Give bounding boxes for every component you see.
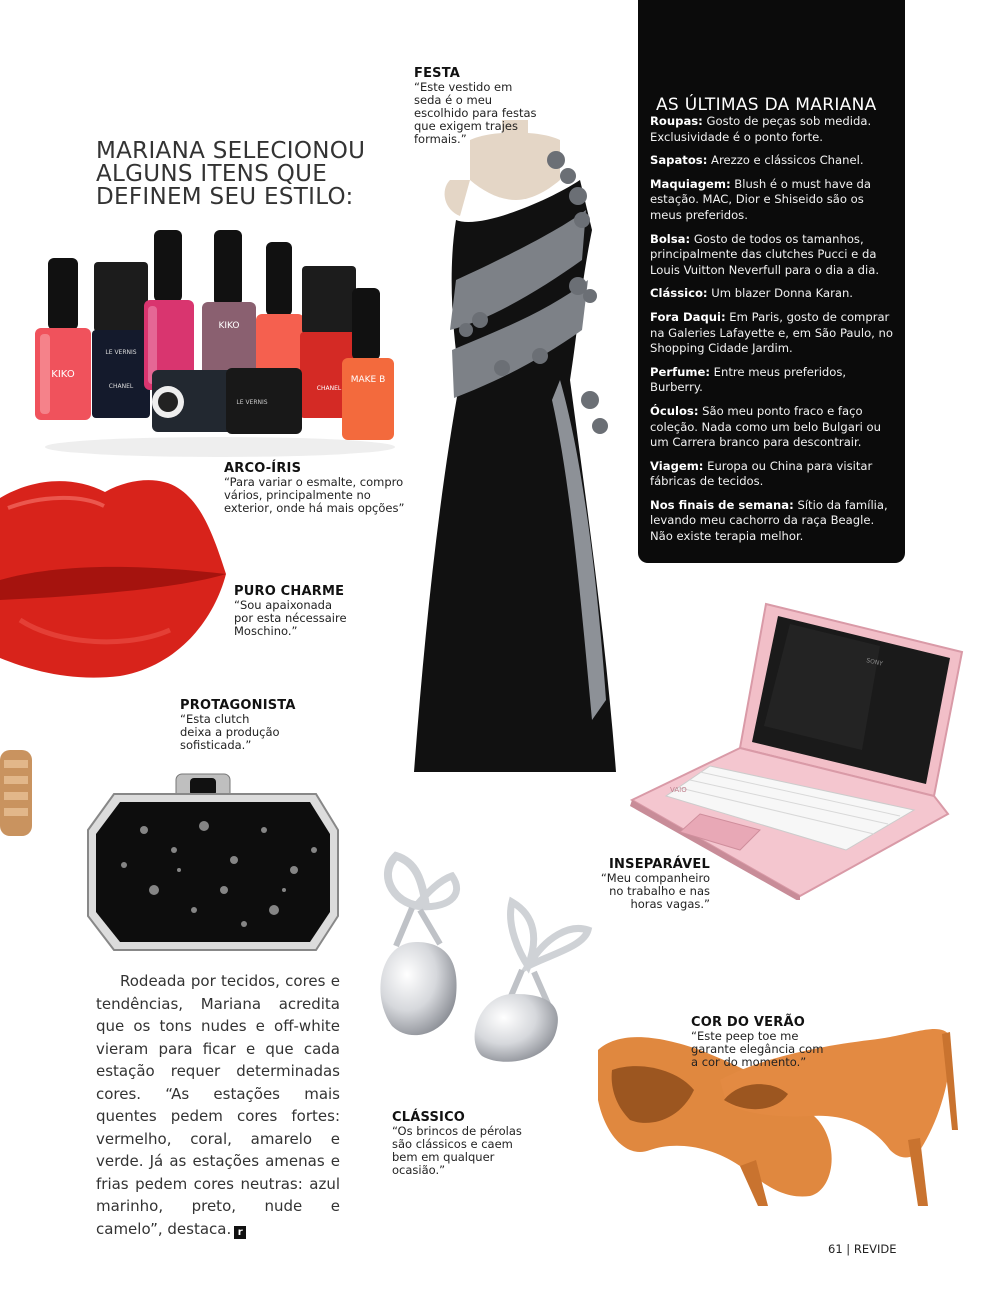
caption-puro-charme	[234, 584, 384, 638]
panel-item-label: Viagem:	[650, 458, 704, 473]
panel-item-text: Europa ou China para visitar fábricas de tecidos.	[650, 458, 873, 489]
panel-item-label: Sapatos:	[650, 153, 708, 168]
caption-body: “Este peep toe me garante elegância com a cor do momento.”	[691, 1029, 824, 1069]
pink-laptop-photo	[630, 600, 965, 900]
info-panel	[638, 0, 905, 563]
article-paragraph: Rodeada por tecidos, cores e tendências, Mariana acredita que os tons nudes e off-white vieram para ficar e que cada estação requer determinadas cores. “As estações mais quentes pedem cores fortes: vermelho, coral, amarelo e verde. Já as estações amenas e frias pedem cores neutras: azul marinho, preto, nude e camelo”, destaca.	[96, 972, 340, 1238]
nail-polish-bottle-chanel-lying	[152, 368, 302, 434]
caption-body: “Meu companheiro no trabalho e nas horas vagas.”	[600, 871, 710, 911]
panel-item-label: Nos finais de semana:	[650, 497, 794, 512]
panel-item-text: Um blazer Donna Karan.	[707, 286, 853, 301]
pearl-earrings-photo	[356, 836, 596, 1066]
panel-item-label: Clássico:	[650, 286, 708, 301]
magazine-name: REVIDE	[853, 1242, 897, 1256]
nail-polish-photo	[30, 222, 400, 462]
vaio-logo: VAIO	[670, 786, 687, 794]
gold-watch-photo	[0, 740, 40, 850]
earring-right	[475, 902, 588, 1062]
caption-cor-do-verao	[691, 1015, 851, 1069]
caption-protagonista	[180, 698, 330, 752]
caption-body: “Esta clutch deixa a produção sofisticada.”	[180, 712, 280, 752]
kiko-label: KIKO	[51, 369, 75, 380]
chanel-label: CHANEL	[316, 385, 342, 392]
panel-item-roupas	[650, 114, 895, 145]
le-vernis-label: LE VERNIS	[236, 399, 268, 406]
footer-separator: |	[846, 1242, 851, 1256]
headline-line-1: MARIANA SELECIONOU	[96, 138, 366, 164]
panel-item-sapatos	[650, 153, 895, 169]
panel-item-classico	[650, 286, 895, 302]
page-footer	[828, 1242, 896, 1256]
le-vernis-label: LE VERNIS	[105, 349, 137, 356]
panel-item-maquiagem	[650, 177, 895, 224]
panel-item-perfume	[650, 365, 895, 396]
panel-item-text: Gosto de peças sob medida. Exclusividade é o ponto forte.	[650, 114, 872, 144]
red-lips-pouch-photo	[0, 470, 232, 682]
nail-polish-bottle-kiko-mauve	[202, 230, 256, 388]
panel-item-label: Fora Daqui:	[650, 309, 726, 324]
panel-item-text: Sítio da família, levando meu cachorro da raça Beagle. Não existe terapia melhor.	[650, 497, 888, 544]
panel-item-label: Bolsa:	[650, 231, 691, 246]
caption-body: “Para variar o esmalte, compro vários, principalmente no exterior, onde há mais opções”	[224, 475, 405, 515]
caption-body: “Este vestido em seda é o meu escolhido para festas que exigem trajes formais.”	[414, 80, 537, 146]
panel-item-label: Óculos:	[650, 403, 699, 418]
headline-line-3: DEFINEM SEU ESTILO:	[96, 184, 354, 210]
panel-item-text: Entre meus preferidos, Burberry.	[650, 364, 847, 395]
article-body-text	[96, 970, 340, 1240]
caption-title: INSEPARÁVEL	[609, 857, 710, 872]
evening-dress-photo	[410, 120, 625, 800]
caption-title: ARCO-ÍRIS	[224, 461, 302, 476]
caption-festa	[414, 66, 554, 146]
panel-item-text: São meu ponto fraco e faço coleção. Nada como um belo Bulgari ou um Carrera branco para descontrair.	[650, 403, 881, 450]
caption-classico	[392, 1110, 552, 1177]
sequin-clutch-photo	[84, 770, 342, 956]
make-b-label: MAKE B	[350, 375, 386, 385]
panel-item-viagem	[650, 459, 895, 490]
chanel-label: CHANEL	[108, 383, 134, 390]
earring-left	[380, 856, 456, 1035]
panel-item-label: Maquiagem:	[650, 176, 731, 191]
panel-title: AS ÚLTIMAS DA MARIANA	[656, 95, 877, 115]
caption-title: PURO CHARME	[234, 584, 345, 599]
page-number: 61	[828, 1242, 843, 1256]
caption-title: COR DO VERÃO	[691, 1015, 805, 1030]
caption-body: “Os brincos de pérolas são clássicos e caem bem em qualquer ocasião.”	[392, 1124, 522, 1177]
nail-polish-bottle-chanel-blue	[92, 262, 150, 418]
caption-title: PROTAGONISTA	[180, 698, 296, 713]
panel-list	[650, 114, 895, 545]
caption-arco-iris	[224, 461, 424, 515]
panel-item-fora-daqui	[650, 310, 895, 357]
caption-inseparavel	[570, 857, 710, 911]
panel-item-text: Em Paris, gosto de comprar na Galeries Lafayette e, em São Paulo, no Shopping Cidade Jardim.	[650, 309, 893, 356]
panel-item-label: Roupas:	[650, 114, 703, 128]
revide-end-mark: r	[234, 1226, 246, 1239]
panel-item-text: Blush é o must have da estação. MAC, Dior e Shiseido são os meus preferidos.	[650, 176, 871, 222]
headline-line-2: ALGUNS ITENS QUE	[96, 161, 328, 187]
caption-title: CLÁSSICO	[392, 1110, 466, 1125]
panel-item-text: Arezzo e clássicos Chanel.	[707, 153, 864, 168]
kiko-label: KIKO	[218, 321, 240, 331]
panel-item-text: Gosto de todos os tamanhos, principalmente das clutches Pucci e da Louis Vuitton Neverfull para o dia a dia.	[650, 231, 880, 277]
panel-item-oculos	[650, 404, 895, 451]
page-headline	[96, 140, 366, 209]
sony-logo: SONY	[865, 657, 884, 668]
panel-item-finais-de-semana	[650, 498, 895, 545]
caption-title: FESTA	[414, 66, 461, 81]
panel-item-label: Perfume:	[650, 364, 710, 379]
caption-body: “Sou apaixonada por esta nécessaire Moschino.”	[234, 598, 347, 638]
nail-polish-bottle-kiko-coral	[35, 258, 91, 420]
nail-polish-bottle-kiko-pink	[144, 230, 194, 390]
panel-item-bolsa	[650, 232, 895, 279]
